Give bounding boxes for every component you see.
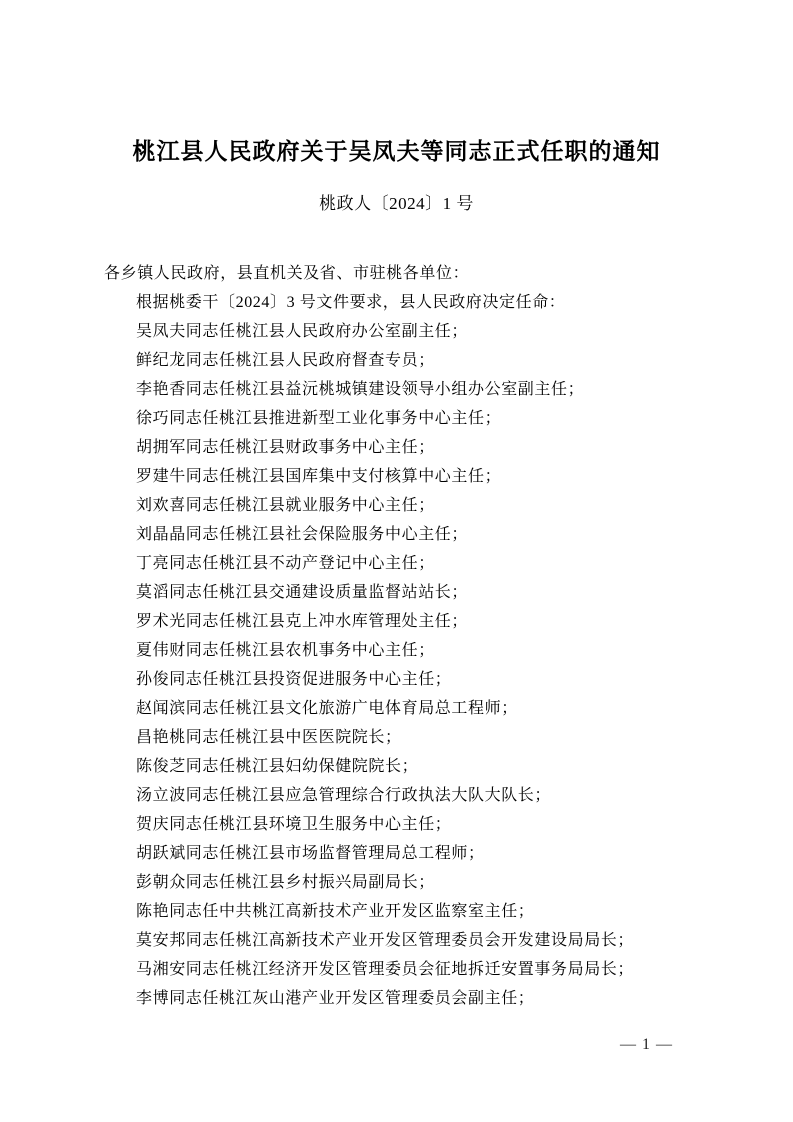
salutation-line: 各乡镇人民政府，县直机关及省、市驻桃各单位： [104, 265, 470, 282]
appointment-line: 罗建牛同志任桃江县国库集中支付核算中心主任； [136, 468, 502, 485]
appointment-line: 刘欢喜同志任桃江县就业服务中心主任； [136, 497, 435, 514]
appointments-list [104, 317, 713, 1013]
appointment-line: 徐巧同志任桃江县推进新型工业化事务中心主任； [136, 410, 502, 427]
appointment-line: 陈俊芝同志任桃江县妇幼保健院院长； [136, 758, 419, 775]
appointment-line: 陈艳同志任中共桃江高新技术产业开发区监察室主任； [136, 903, 535, 920]
document-body [104, 259, 713, 1013]
document-number: 桃政人〔2024〕1 号 [319, 194, 474, 213]
appointment-line: 罗术光同志任桃江县克上冲水库管理处主任； [136, 613, 469, 630]
appointment-line: 马湘安同志任桃江经济开发区管理委员会征地拆迁安置事务局局长； [136, 961, 635, 978]
appointment-line: 丁亮同志任桃江县不动产登记中心主任； [136, 555, 435, 572]
appointment-line: 莫安邦同志任桃江高新技术产业开发区管理委员会开发建设局局长； [136, 932, 635, 949]
appointment-line: 李博同志任桃江灰山港产业开发区管理委员会副主任； [136, 990, 535, 1007]
appointment-line: 鲜纪龙同志任桃江县人民政府督查专员； [136, 352, 435, 369]
intro-paragraph: 根据桃委干〔2024〕3 号文件要求，县人民政府决定任命： [136, 294, 566, 311]
appointment-line: 彭朝众同志任桃江县乡村振兴局副局长； [136, 874, 435, 891]
appointment-line: 吴凤夫同志任桃江县人民政府办公室副主任； [136, 323, 469, 340]
appointment-line: 胡拥军同志任桃江县财政事务中心主任； [136, 439, 435, 456]
appointment-line: 赵闻滨同志任桃江县文化旅游广电体育局总工程师； [136, 700, 518, 717]
appointment-line: 莫滔同志任桃江县交通建设质量监督站站长； [136, 584, 469, 601]
appointment-line: 汤立波同志任桃江县应急管理综合行政执法大队大队长； [136, 787, 552, 804]
appointment-line: 胡跃斌同志任桃江县市场监督管理局总工程师； [136, 845, 485, 862]
appointment-line: 李艳香同志任桃江县益沅桃城镇建设领导小组办公室副主任； [136, 381, 585, 398]
appointment-line: 夏伟财同志任桃江县农机事务中心主任； [136, 642, 435, 659]
appointment-line: 刘晶晶同志任桃江县社会保险服务中心主任； [136, 526, 469, 543]
appointment-line: 昌艳桃同志任桃江县中医医院院长； [136, 729, 402, 746]
appointment-line: 贺庆同志任桃江县环境卫生服务中心主任； [136, 816, 452, 833]
page-number: — 1 — [620, 1036, 673, 1053]
appointment-line: 孙俊同志任桃江县投资促进服务中心主任； [136, 671, 452, 688]
document-title: 桃江县人民政府关于吴凤夫等同志正式任职的通知 [132, 138, 661, 164]
